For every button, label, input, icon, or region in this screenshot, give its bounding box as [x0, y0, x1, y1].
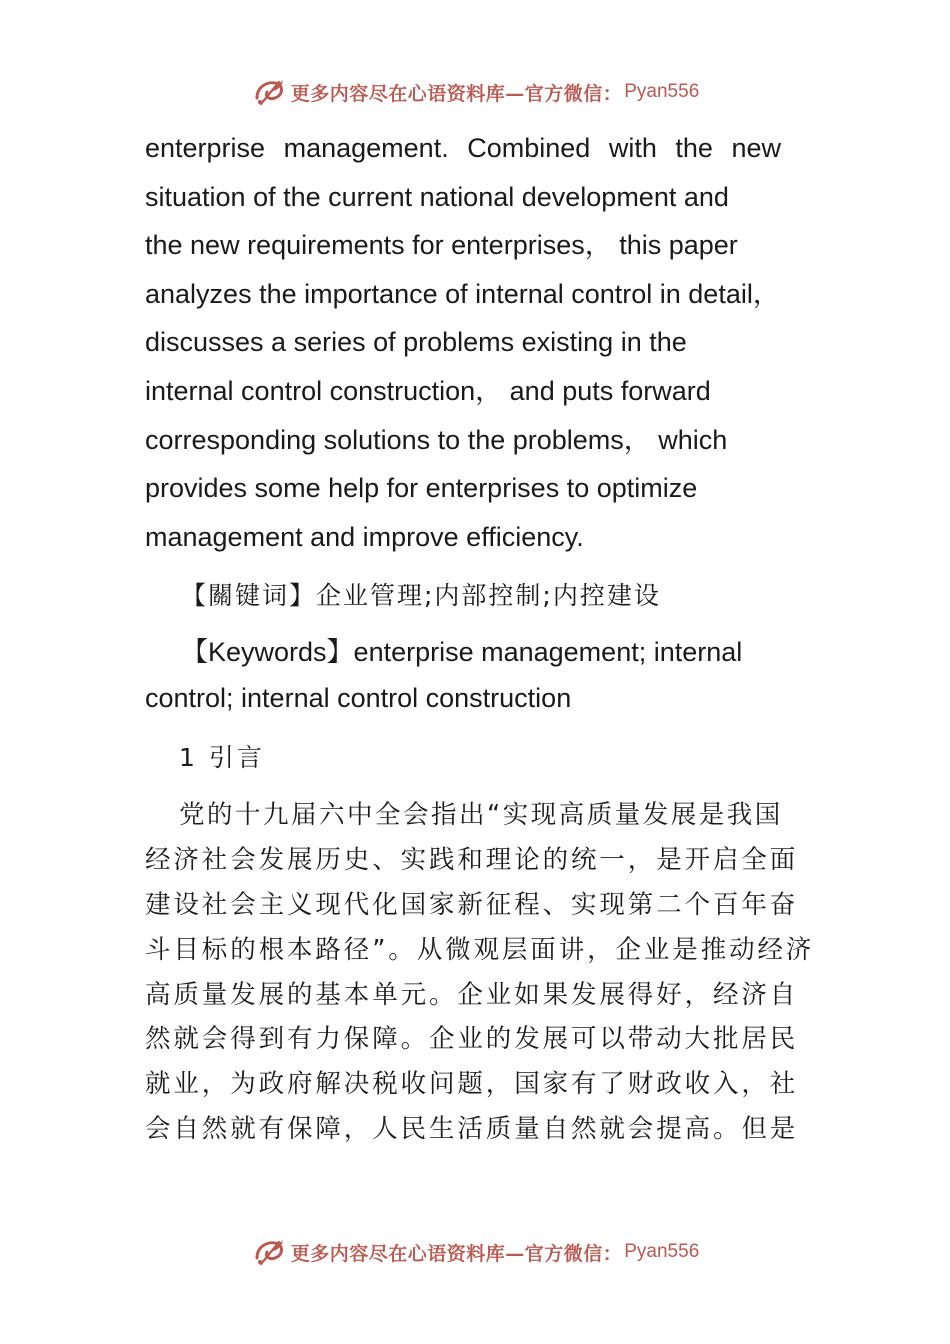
abstract-english: [145, 124, 810, 561]
keywords-english-line: 【Keywords】enterprise management; internal: [181, 637, 743, 668]
banner-text: 更多内容尽在心语资料库—官方微信：: [290, 1242, 623, 1265]
header-banner: [0, 72, 950, 112]
section-heading: 1 引言: [179, 743, 265, 773]
paragraph-line: 高质量发展的基本单元。企业如果发展得好，经济自: [145, 979, 799, 1010]
abstract-line: discusses a series of problems existing in the: [145, 327, 687, 358]
quill-logo-icon: [251, 74, 287, 110]
paragraph-line: 党的十九届六中全会指出“实现高质量发展是我国: [179, 800, 783, 831]
banner-text: 更多内容尽在心语资料库—官方微信：: [290, 82, 623, 105]
abstract-line: management and improve efficiency.: [145, 521, 584, 552]
abstract-line: situation of the current national development and: [145, 181, 729, 212]
banner-wechat-id: Pyan556: [624, 81, 700, 102]
abstract-line: provides some help for enterprises to optimize: [145, 473, 698, 504]
paragraph-line: 然就会得到有力保障。企业的发展可以带动大批居民: [145, 1024, 799, 1055]
body-paragraph: [145, 793, 815, 1151]
document-body: [145, 124, 815, 1152]
banner-wechat-id: Pyan556: [624, 1241, 700, 1262]
abstract-line: analyzes the importance of internal control in detail，: [145, 278, 780, 309]
paragraph-line: 就业，为政府解决税收问题，国家有了财政收入，社: [145, 1069, 799, 1100]
paragraph-line: 经济社会发展历史、实践和理论的统一，是开启全面: [145, 845, 799, 876]
keywords-chinese: 【關键词】企业管理;内部控制;内控建设: [181, 581, 661, 611]
footer-banner: [0, 1232, 950, 1272]
paragraph-line: 斗目标的根本路径”。从微观层面讲，企业是推动经济: [145, 934, 815, 965]
abstract-line: the new requirements for enterprises， this paper: [145, 230, 738, 261]
quill-logo-icon: [251, 1234, 287, 1270]
keywords-english-line: control; internal control construction: [145, 683, 572, 714]
paragraph-line: 建设社会主义现代化国家新征程、实现第二个百年奋: [145, 889, 799, 920]
keywords-english: [145, 629, 810, 721]
abstract-line: enterprise management. Combined with the new: [145, 133, 781, 163]
abstract-line: internal control construction， and puts forward: [145, 375, 711, 406]
paragraph-line: 会自然就有保障，人民生活质量自然就会提高。但是: [145, 1113, 799, 1144]
abstract-line: corresponding solutions to the problems， which: [145, 424, 728, 455]
